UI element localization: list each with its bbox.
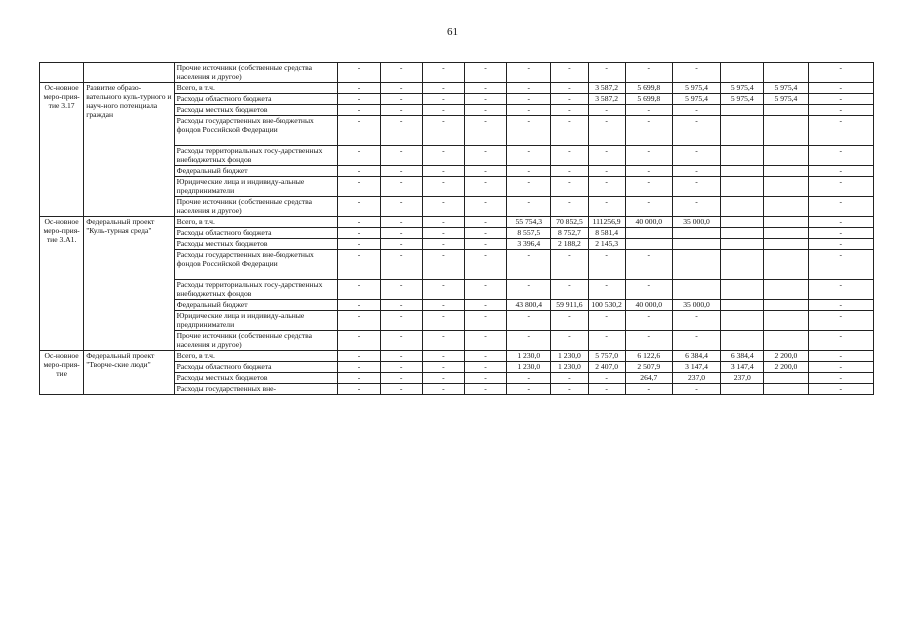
funding-source-cell: Расходы территориальных госу-дарственных внебюджетных фондов: [174, 280, 338, 300]
value-cell: 5 975,4: [764, 94, 808, 105]
funding-source-cell: Прочие источники (собственные средства населения и другое): [174, 197, 338, 217]
budget-table: [39, 62, 874, 395]
funding-source-cell: Всего, в т.ч.: [174, 83, 338, 94]
value-cell: 3 147,4: [721, 362, 764, 373]
value-cell: -: [338, 94, 380, 105]
funding-source-cell: Всего, в т.ч.: [174, 351, 338, 362]
value-cell: 237,0: [672, 373, 720, 384]
value-cell: -: [551, 83, 588, 94]
value-cell: 1 230,0: [551, 362, 588, 373]
value-cell: 3 396,4: [507, 239, 551, 250]
value-cell: -: [808, 362, 873, 373]
value-cell: -: [422, 63, 464, 83]
value-cell: -: [808, 228, 873, 239]
value-cell: -: [464, 228, 506, 239]
funding-source-cell: Всего, в т.ч.: [174, 217, 338, 228]
value-cell: -: [464, 177, 506, 197]
value-cell: -: [380, 373, 422, 384]
funding-source-cell: Юридические лица и индивиду-альные предприниматели: [174, 177, 338, 197]
value-cell: -: [672, 105, 720, 116]
value-cell: -: [380, 146, 422, 166]
value-cell: -: [422, 280, 464, 300]
value-cell: -: [808, 351, 873, 362]
value-cell: [764, 197, 808, 217]
value-cell: 6 384,4: [672, 351, 720, 362]
value-cell: -: [380, 331, 422, 351]
value-cell: -: [380, 311, 422, 331]
value-cell: [721, 217, 764, 228]
value-cell: -: [338, 116, 380, 146]
value-cell: -: [808, 116, 873, 146]
funding-source-cell: Расходы областного бюджета: [174, 362, 338, 373]
funding-source-cell: Расходы областного бюджета: [174, 228, 338, 239]
value-cell: -: [507, 250, 551, 280]
value-cell: [764, 217, 808, 228]
value-cell: -: [625, 250, 672, 280]
value-cell: -: [808, 94, 873, 105]
value-cell: 5 975,4: [672, 83, 720, 94]
value-cell: -: [808, 239, 873, 250]
value-cell: -: [464, 217, 506, 228]
value-cell: [764, 280, 808, 300]
value-cell: 2 188,2: [551, 239, 588, 250]
value-cell: 2 507,9: [625, 362, 672, 373]
value-cell: -: [338, 311, 380, 331]
value-cell: -: [551, 146, 588, 166]
value-cell: -: [808, 280, 873, 300]
value-cell: -: [380, 177, 422, 197]
value-cell: -: [588, 197, 625, 217]
value-cell: -: [551, 250, 588, 280]
value-cell: -: [338, 166, 380, 177]
value-cell: -: [464, 83, 506, 94]
value-cell: 3 147,4: [672, 362, 720, 373]
value-cell: -: [551, 94, 588, 105]
value-cell: 5 975,4: [764, 83, 808, 94]
value-cell: -: [507, 105, 551, 116]
value-cell: -: [464, 146, 506, 166]
value-cell: -: [338, 146, 380, 166]
value-cell: -: [551, 384, 588, 395]
value-cell: -: [422, 177, 464, 197]
value-cell: -: [464, 63, 506, 83]
value-cell: [721, 197, 764, 217]
value-cell: -: [422, 300, 464, 311]
value-cell: [764, 146, 808, 166]
value-cell: -: [507, 94, 551, 105]
event-number-cell: [40, 63, 84, 83]
value-cell: -: [672, 166, 720, 177]
value-cell: -: [380, 105, 422, 116]
value-cell: 5 975,4: [721, 83, 764, 94]
value-cell: [764, 250, 808, 280]
value-cell: [625, 228, 672, 239]
value-cell: -: [380, 228, 422, 239]
value-cell: 35 000,0: [672, 217, 720, 228]
value-cell: 237,0: [721, 373, 764, 384]
value-cell: [721, 228, 764, 239]
funding-source-cell: Федеральный бюджет: [174, 166, 338, 177]
value-cell: -: [422, 94, 464, 105]
value-cell: -: [808, 311, 873, 331]
value-cell: -: [464, 166, 506, 177]
value-cell: -: [625, 116, 672, 146]
value-cell: 5 975,4: [672, 94, 720, 105]
value-cell: -: [338, 239, 380, 250]
value-cell: -: [507, 146, 551, 166]
funding-source-cell: Расходы государственных вне-бюджетных фондов Российской Федерации: [174, 116, 338, 146]
value-cell: -: [808, 105, 873, 116]
value-cell: 100 530,2: [588, 300, 625, 311]
value-cell: -: [338, 217, 380, 228]
value-cell: -: [551, 331, 588, 351]
value-cell: -: [551, 311, 588, 331]
value-cell: 2 407,0: [588, 362, 625, 373]
funding-source-cell: Прочие источники (собственные средства населения и другое): [174, 331, 338, 351]
value-cell: -: [588, 373, 625, 384]
value-cell: 40 000,0: [625, 300, 672, 311]
value-cell: -: [808, 177, 873, 197]
value-cell: -: [625, 280, 672, 300]
value-cell: 55 754,3: [507, 217, 551, 228]
value-cell: [764, 373, 808, 384]
value-cell: 70 852,5: [551, 217, 588, 228]
value-cell: -: [422, 105, 464, 116]
value-cell: [721, 300, 764, 311]
value-cell: 5 975,4: [721, 94, 764, 105]
value-cell: [721, 250, 764, 280]
value-cell: [672, 250, 720, 280]
value-cell: -: [380, 300, 422, 311]
value-cell: -: [588, 166, 625, 177]
value-cell: -: [808, 217, 873, 228]
value-cell: -: [551, 373, 588, 384]
value-cell: -: [422, 311, 464, 331]
value-cell: -: [551, 63, 588, 83]
value-cell: -: [625, 105, 672, 116]
table-row: [40, 63, 874, 83]
value-cell: -: [808, 384, 873, 395]
value-cell: [764, 311, 808, 331]
value-cell: -: [380, 351, 422, 362]
value-cell: -: [338, 362, 380, 373]
value-cell: -: [380, 384, 422, 395]
value-cell: 59 911,6: [551, 300, 588, 311]
value-cell: 8 581,4: [588, 228, 625, 239]
funding-source-cell: Расходы территориальных госу-дарственных внебюджетных фондов: [174, 146, 338, 166]
value-cell: -: [507, 166, 551, 177]
value-cell: -: [464, 250, 506, 280]
value-cell: -: [625, 63, 672, 83]
page-number: 61: [447, 26, 458, 38]
value-cell: -: [422, 197, 464, 217]
value-cell: -: [464, 311, 506, 331]
value-cell: -: [808, 331, 873, 351]
value-cell: [764, 384, 808, 395]
value-cell: -: [625, 146, 672, 166]
value-cell: 3 587,2: [588, 94, 625, 105]
value-cell: 3 587,2: [588, 83, 625, 94]
table-row: [40, 217, 874, 228]
value-cell: 2 200,0: [764, 362, 808, 373]
value-cell: -: [625, 166, 672, 177]
value-cell: -: [625, 331, 672, 351]
value-cell: -: [588, 384, 625, 395]
value-cell: -: [588, 280, 625, 300]
value-cell: 5 699,8: [625, 83, 672, 94]
value-cell: -: [422, 228, 464, 239]
value-cell: -: [464, 351, 506, 362]
funding-source-cell: Расходы местных бюджетов: [174, 373, 338, 384]
value-cell: -: [588, 146, 625, 166]
value-cell: 43 800,4: [507, 300, 551, 311]
value-cell: [721, 116, 764, 146]
value-cell: [721, 331, 764, 351]
value-cell: -: [422, 250, 464, 280]
value-cell: -: [507, 384, 551, 395]
value-cell: [764, 228, 808, 239]
value-cell: -: [338, 351, 380, 362]
value-cell: -: [380, 63, 422, 83]
event-number-cell: Ос-новное меро-прия-тие: [40, 351, 84, 395]
value-cell: [672, 228, 720, 239]
value-cell: -: [464, 280, 506, 300]
value-cell: -: [625, 384, 672, 395]
value-cell: -: [507, 83, 551, 94]
value-cell: -: [808, 63, 873, 83]
value-cell: [721, 63, 764, 83]
value-cell: [721, 105, 764, 116]
funding-source-cell: Расходы государственных вне-бюджетных фондов Российской Федерации: [174, 250, 338, 280]
funding-source-cell: Расходы государственных вне-: [174, 384, 338, 395]
value-cell: -: [672, 63, 720, 83]
value-cell: -: [588, 311, 625, 331]
value-cell: -: [551, 280, 588, 300]
value-cell: -: [380, 250, 422, 280]
value-cell: -: [422, 116, 464, 146]
value-cell: -: [380, 239, 422, 250]
value-cell: -: [507, 116, 551, 146]
value-cell: -: [672, 384, 720, 395]
value-cell: -: [808, 373, 873, 384]
value-cell: -: [672, 197, 720, 217]
value-cell: -: [551, 177, 588, 197]
value-cell: -: [551, 166, 588, 177]
value-cell: -: [625, 311, 672, 331]
value-cell: -: [507, 177, 551, 197]
value-cell: -: [464, 373, 506, 384]
value-cell: -: [338, 105, 380, 116]
value-cell: -: [464, 197, 506, 217]
value-cell: -: [551, 116, 588, 146]
value-cell: -: [464, 331, 506, 351]
value-cell: -: [588, 250, 625, 280]
value-cell: -: [507, 197, 551, 217]
value-cell: -: [380, 217, 422, 228]
value-cell: -: [507, 373, 551, 384]
event-name-cell: [84, 63, 174, 83]
value-cell: 1 230,0: [507, 362, 551, 373]
value-cell: -: [808, 300, 873, 311]
value-cell: -: [338, 228, 380, 239]
value-cell: -: [338, 83, 380, 94]
event-name-cell: Федеральный проект "Творче-ские люди": [84, 351, 174, 395]
value-cell: -: [464, 105, 506, 116]
value-cell: -: [588, 177, 625, 197]
value-cell: -: [588, 63, 625, 83]
value-cell: -: [338, 331, 380, 351]
value-cell: -: [672, 177, 720, 197]
value-cell: [764, 239, 808, 250]
value-cell: -: [464, 239, 506, 250]
value-cell: -: [551, 197, 588, 217]
value-cell: -: [422, 373, 464, 384]
value-cell: -: [380, 166, 422, 177]
value-cell: -: [422, 239, 464, 250]
value-cell: -: [380, 83, 422, 94]
value-cell: [764, 166, 808, 177]
value-cell: 8 752,7: [551, 228, 588, 239]
value-cell: 6 122,6: [625, 351, 672, 362]
value-cell: -: [338, 177, 380, 197]
value-cell: 2 200,0: [764, 351, 808, 362]
value-cell: -: [422, 83, 464, 94]
value-cell: [721, 146, 764, 166]
value-cell: -: [672, 311, 720, 331]
value-cell: -: [422, 351, 464, 362]
value-cell: -: [464, 94, 506, 105]
value-cell: [625, 239, 672, 250]
value-cell: 1 230,0: [551, 351, 588, 362]
value-cell: [764, 63, 808, 83]
funding-source-cell: Расходы областного бюджета: [174, 94, 338, 105]
value-cell: -: [808, 83, 873, 94]
value-cell: -: [672, 331, 720, 351]
table-row: [40, 351, 874, 362]
value-cell: -: [672, 116, 720, 146]
event-name-cell: Федеральный проект "Куль-турная среда": [84, 217, 174, 351]
value-cell: [764, 177, 808, 197]
value-cell: 6 384,4: [721, 351, 764, 362]
value-cell: -: [808, 197, 873, 217]
value-cell: [721, 311, 764, 331]
value-cell: [721, 166, 764, 177]
value-cell: [721, 177, 764, 197]
value-cell: -: [422, 146, 464, 166]
funding-source-cell: Расходы местных бюджетов: [174, 105, 338, 116]
value-cell: -: [338, 197, 380, 217]
value-cell: -: [625, 197, 672, 217]
value-cell: -: [338, 63, 380, 83]
value-cell: -: [808, 146, 873, 166]
value-cell: -: [338, 373, 380, 384]
value-cell: -: [338, 280, 380, 300]
value-cell: -: [422, 331, 464, 351]
value-cell: -: [380, 362, 422, 373]
value-cell: -: [422, 384, 464, 395]
value-cell: 111256,9: [588, 217, 625, 228]
value-cell: -: [380, 116, 422, 146]
value-cell: [764, 300, 808, 311]
value-cell: -: [507, 280, 551, 300]
value-cell: -: [588, 116, 625, 146]
value-cell: -: [464, 116, 506, 146]
value-cell: [721, 280, 764, 300]
value-cell: -: [507, 331, 551, 351]
value-cell: -: [588, 331, 625, 351]
value-cell: -: [588, 105, 625, 116]
value-cell: -: [464, 300, 506, 311]
event-name-cell: Развитие образо-вательного куль-турного и науч-ного потенциала граждан: [84, 83, 174, 217]
event-number-cell: Ос-новное меро-прия-тие 3.А1.: [40, 217, 84, 351]
funding-source-cell: Расходы местных бюджетов: [174, 239, 338, 250]
funding-source-cell: Прочие источники (собственные средства населения и другое): [174, 63, 338, 83]
value-cell: [764, 116, 808, 146]
value-cell: -: [380, 94, 422, 105]
funding-source-cell: Федеральный бюджет: [174, 300, 338, 311]
funding-source-cell: Юридические лица и индивиду-альные предприниматели: [174, 311, 338, 331]
value-cell: -: [808, 250, 873, 280]
value-cell: [764, 331, 808, 351]
value-cell: 35 000,0: [672, 300, 720, 311]
value-cell: -: [380, 280, 422, 300]
value-cell: -: [422, 217, 464, 228]
value-cell: [721, 239, 764, 250]
value-cell: 40 000,0: [625, 217, 672, 228]
event-number-cell: Ос-новное меро-прия-тие 3.17: [40, 83, 84, 217]
value-cell: -: [808, 166, 873, 177]
value-cell: -: [380, 197, 422, 217]
value-cell: 5 757,0: [588, 351, 625, 362]
value-cell: 8 557,5: [507, 228, 551, 239]
value-cell: [672, 239, 720, 250]
table-row: [40, 83, 874, 94]
value-cell: -: [464, 384, 506, 395]
value-cell: -: [507, 311, 551, 331]
value-cell: -: [551, 105, 588, 116]
value-cell: -: [338, 300, 380, 311]
value-cell: -: [672, 146, 720, 166]
value-cell: 1 230,0: [507, 351, 551, 362]
value-cell: [721, 384, 764, 395]
value-cell: -: [464, 362, 506, 373]
value-cell: [672, 280, 720, 300]
value-cell: -: [625, 177, 672, 197]
value-cell: -: [338, 250, 380, 280]
value-cell: 5 699,8: [625, 94, 672, 105]
value-cell: -: [507, 63, 551, 83]
value-cell: 2 145,3: [588, 239, 625, 250]
value-cell: [764, 105, 808, 116]
value-cell: -: [422, 166, 464, 177]
value-cell: -: [422, 362, 464, 373]
value-cell: 264,7: [625, 373, 672, 384]
value-cell: -: [338, 384, 380, 395]
